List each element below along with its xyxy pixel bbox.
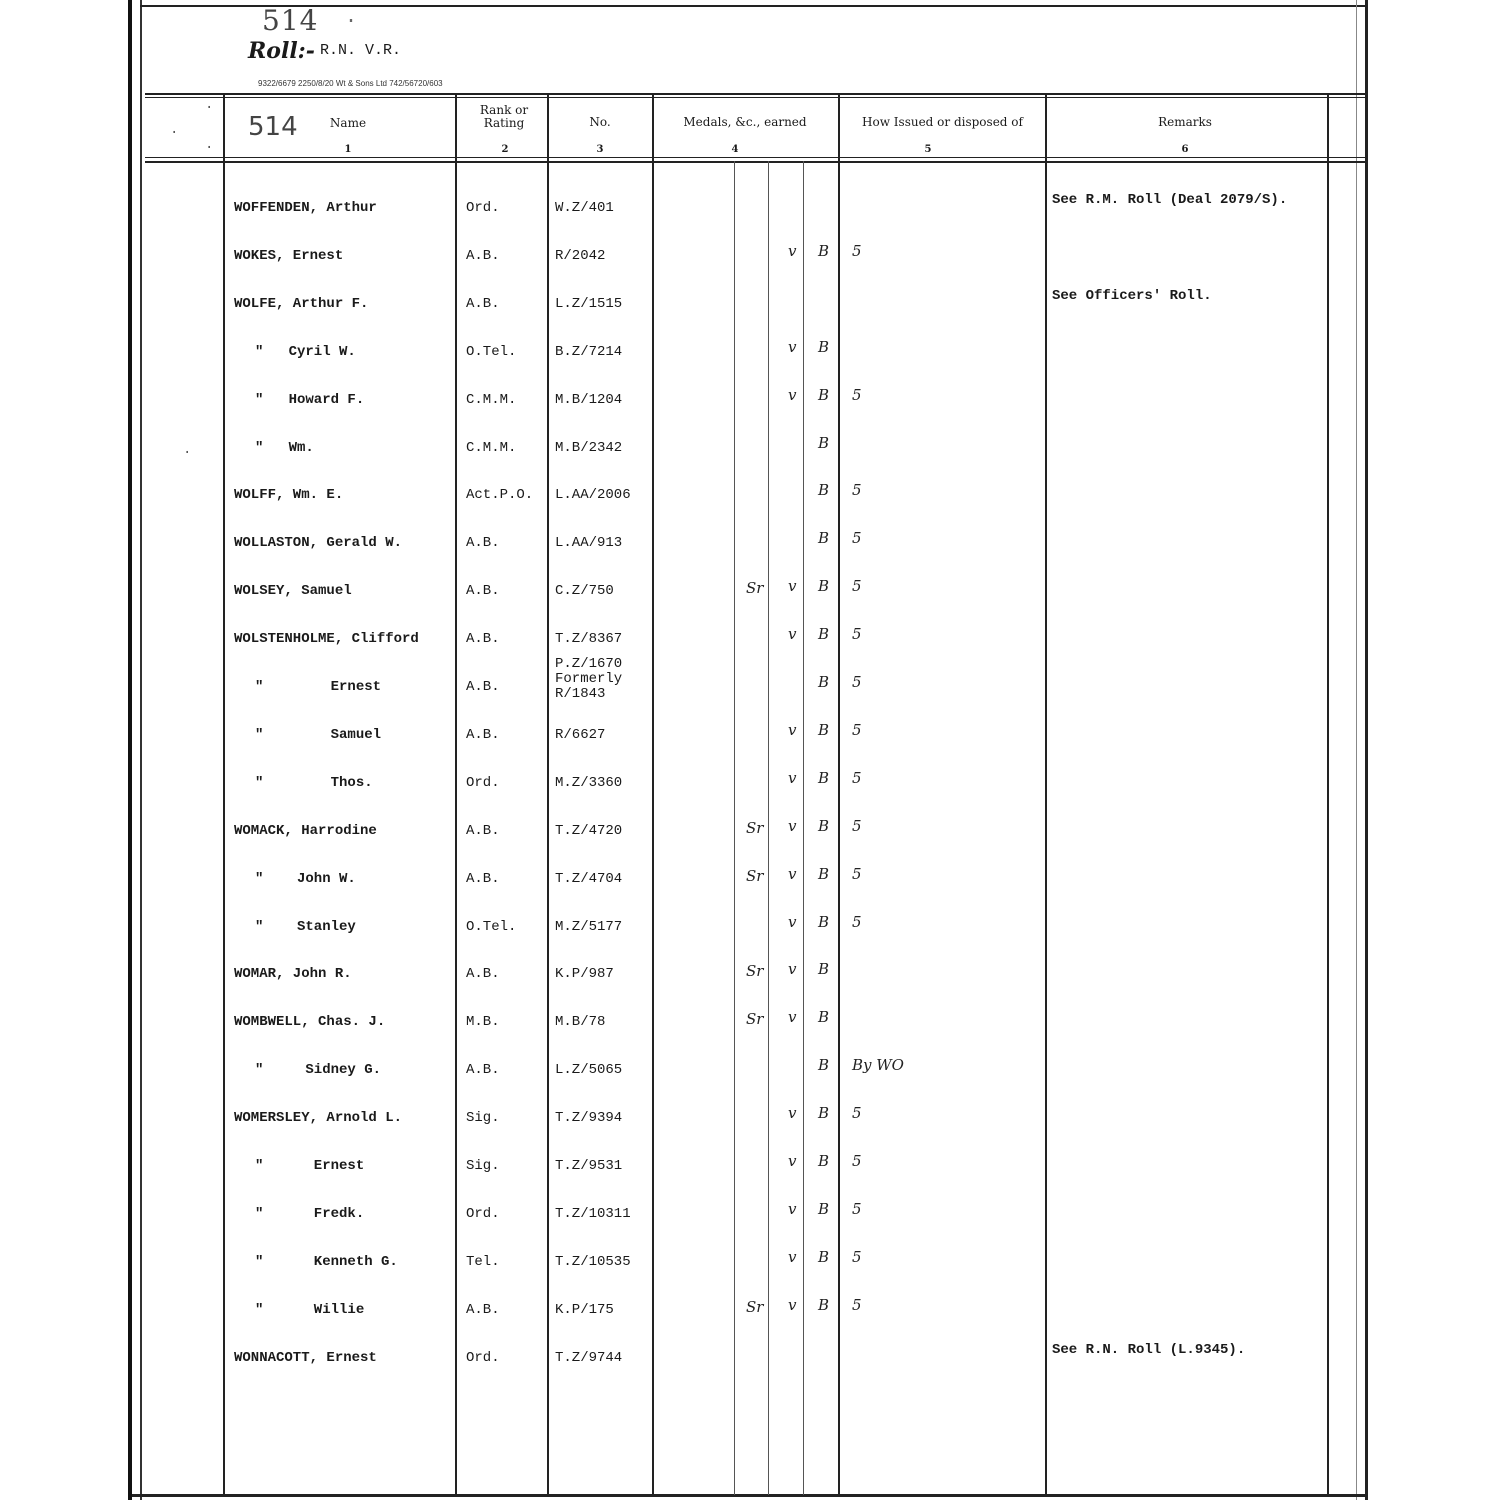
medal-b-mark: B: [818, 481, 830, 499]
medal-b-mark: B: [818, 721, 830, 739]
medal-tick-mark: v: [788, 577, 797, 595]
roll-rank: A.B.: [466, 631, 500, 647]
roll-rank: O.Tel.: [466, 344, 517, 360]
roll-name: WOFFENDEN, Arthur: [234, 200, 377, 216]
medal-b-mark: B: [818, 1056, 830, 1074]
medal-b-mark: B: [818, 1152, 830, 1170]
medal-tick-mark: v: [788, 242, 797, 260]
roll-name: WOLLASTON, Gerald W.: [234, 535, 403, 551]
medal-b-mark: B: [818, 1008, 830, 1026]
roll-rank: Tel.: [466, 1254, 500, 1270]
medal-b-mark: B: [818, 1104, 830, 1122]
roll-number: R/6627: [555, 727, 606, 743]
header-bottom-line-2: [145, 161, 1365, 163]
issued-mark: 5: [852, 817, 862, 835]
issued-mark: 5: [852, 481, 862, 499]
roll-name: WOLSTENHOLME, Clifford: [234, 631, 419, 647]
roll-number: T.Z/9394: [555, 1110, 623, 1126]
medal-tick-mark: v: [788, 817, 797, 835]
medal-tick-mark: v: [788, 1104, 797, 1122]
table-row: [0, 577, 1500, 613]
medal-b-mark: B: [818, 386, 830, 404]
roll-name: " Kenneth G.: [255, 1254, 398, 1270]
issued-mark: 5: [852, 1248, 862, 1266]
roll-name: " Fredk.: [255, 1206, 365, 1222]
issued-mark: 5: [852, 721, 862, 739]
medal-b-mark: B: [818, 960, 830, 978]
roll-rank: C.M.M.: [466, 392, 517, 408]
roll-rank: Ord.: [466, 1206, 500, 1222]
roll-number: M.Z/5177: [555, 919, 623, 935]
table-row: [0, 656, 1500, 709]
roll-name: " Cyril W.: [255, 344, 356, 360]
margin-dot: ·: [183, 445, 192, 461]
medal-tick-mark: v: [788, 865, 797, 883]
col-num-1: 1: [344, 144, 352, 155]
table-row: [0, 434, 1500, 470]
roll-rank: A.B.: [466, 679, 500, 695]
roll-rank: A.B.: [466, 727, 500, 743]
medal-b-mark: B: [818, 529, 830, 547]
medal-b-mark: B: [818, 1248, 830, 1266]
roll-number: T.Z/9531: [555, 1158, 623, 1174]
roll-name: WONNACOTT, Ernest: [234, 1350, 377, 1366]
medal-star-mark: Sr: [746, 579, 764, 597]
roll-rank: O.Tel.: [466, 919, 517, 935]
roll-number: P.Z/1670 Formerly R/1843: [555, 656, 623, 702]
table-row: [0, 1008, 1500, 1044]
table-row: [0, 960, 1500, 996]
medal-b-mark: B: [818, 817, 830, 835]
page-number-mark: ·: [345, 10, 358, 33]
roll-number: K.P/987: [555, 966, 614, 982]
medal-star-mark: Sr: [746, 1010, 764, 1028]
table-row: [0, 386, 1500, 422]
table-row: [0, 529, 1500, 565]
medal-b-mark: B: [818, 242, 830, 260]
medal-tick-mark: v: [788, 1008, 797, 1026]
medal-star-mark: Sr: [746, 962, 764, 980]
issued-mark: 5: [852, 577, 862, 595]
medal-b-mark: B: [818, 625, 830, 643]
roll-rank: A.B.: [466, 871, 500, 887]
roll-name: " Thos.: [255, 775, 373, 791]
medal-star-mark: Sr: [746, 867, 764, 885]
page-bottom-edge: [132, 1494, 1368, 1497]
roll-number: T.Z/9744: [555, 1350, 623, 1366]
roll-number: B.Z/7214: [555, 344, 623, 360]
table-row: [0, 721, 1500, 757]
issued-mark: 5: [852, 913, 862, 931]
col-header-number: No.: [589, 115, 611, 129]
roll-name: " Samuel: [255, 727, 382, 743]
col-num-6: 6: [1181, 144, 1189, 155]
roll-name: " Sidney G.: [255, 1062, 382, 1078]
roll-rank: Ord.: [466, 1350, 500, 1366]
roll-rank: Act.P.O.: [466, 487, 534, 503]
medal-b-mark: B: [818, 673, 830, 691]
col-header-issued: How Issued or disposed of: [862, 115, 1023, 129]
roll-rank: Sig.: [466, 1110, 500, 1126]
roll-name: " Howard F.: [255, 392, 365, 408]
roll-number: K.P/175: [555, 1302, 614, 1318]
medal-tick-mark: v: [788, 386, 797, 404]
col-header-name: Name: [329, 116, 367, 130]
print-code: 9322/6679 2250/8/20 Wt & Sons Ltd 742/56720/603: [258, 79, 443, 88]
medal-star-mark: Sr: [746, 819, 764, 837]
roll-rank: Ord.: [466, 775, 500, 791]
margin-dot: ·: [205, 140, 214, 156]
roll-number: L.AA/2006: [555, 487, 631, 503]
issued-mark: 5: [852, 1104, 862, 1122]
col-header-remarks: Remarks: [1158, 115, 1212, 129]
roll-name: " John W.: [255, 871, 356, 887]
issued-mark: 5: [852, 1296, 862, 1314]
roll-number: C.Z/750: [555, 583, 614, 599]
table-row: [0, 625, 1500, 661]
roll-rank: A.B.: [466, 535, 500, 551]
table-row: [0, 1152, 1500, 1188]
medal-b-mark: B: [818, 1296, 830, 1314]
margin-dot: ·: [170, 125, 179, 141]
medal-tick-mark: v: [788, 1200, 797, 1218]
table-row: [0, 1248, 1500, 1284]
col-header-medals: Medals, &c., earned: [683, 115, 807, 129]
medal-b-mark: B: [818, 769, 830, 787]
medal-tick-mark: v: [788, 338, 797, 356]
medal-tick-mark: v: [788, 913, 797, 931]
issued-mark: 5: [852, 769, 862, 787]
issued-mark: 5: [852, 625, 862, 643]
roll-number: T.Z/10311: [555, 1206, 631, 1222]
margin-dot: ·: [205, 100, 214, 116]
medal-tick-mark: v: [788, 625, 797, 643]
table-row: [0, 817, 1500, 853]
col-num-3: 3: [596, 144, 604, 155]
medal-tick-mark: v: [788, 769, 797, 787]
roll-number: T.Z/4720: [555, 823, 623, 839]
roll-rank: A.B.: [466, 1062, 500, 1078]
medal-b-mark: B: [818, 1200, 830, 1218]
table-row: [0, 913, 1500, 949]
roll-number: M.Z/3360: [555, 775, 623, 791]
medal-b-mark: B: [818, 434, 830, 452]
issued-mark: By WO: [852, 1056, 904, 1074]
issued-mark: 5: [852, 673, 862, 691]
table-row: [0, 192, 1500, 230]
roll-number: M.B/2342: [555, 440, 623, 456]
table-row: [0, 1296, 1500, 1332]
sheet-top-edge: [140, 5, 1368, 7]
col-num-2: 2: [501, 144, 509, 155]
roll-name: WOKES, Ernest: [234, 248, 344, 264]
roll-number: L.Z/1515: [555, 296, 623, 312]
medal-tick-mark: v: [788, 960, 797, 978]
medal-b-mark: B: [818, 338, 830, 356]
table-row: [0, 769, 1500, 805]
roll-rank: M.B.: [466, 1014, 500, 1030]
roll-number: T.Z/8367: [555, 631, 623, 647]
table-row: [0, 1104, 1500, 1140]
roll-rank: A.B.: [466, 1302, 500, 1318]
issued-mark: 5: [852, 529, 862, 547]
col-num-4: 4: [731, 144, 739, 155]
roll-name: " Stanley: [255, 919, 356, 935]
roll-rank: A.B.: [466, 823, 500, 839]
roll-number: R/2042: [555, 248, 606, 264]
roll-value: R.N. V.R.: [320, 42, 402, 59]
table-row: [0, 338, 1500, 374]
medal-b-mark: B: [818, 577, 830, 595]
roll-name: " Wm.: [255, 440, 314, 456]
medal-b-mark: B: [818, 865, 830, 883]
roll-name: WOLFF, Wm. E.: [234, 487, 344, 503]
roll-rank: A.B.: [466, 583, 500, 599]
roll-number: M.B/78: [555, 1014, 606, 1030]
roll-name: WOLFE, Arthur F.: [234, 296, 369, 312]
roll-name: " Ernest: [255, 1158, 365, 1174]
medal-b-mark: B: [818, 913, 830, 931]
col-num-5: 5: [924, 144, 932, 155]
roll-name: WOMAR, John R.: [234, 966, 352, 982]
roll-name: WOLSEY, Samuel: [234, 583, 352, 599]
table-row: [0, 288, 1500, 326]
medal-tick-mark: v: [788, 1296, 797, 1314]
table-row: [0, 242, 1500, 278]
col-header-rank: Rank or Rating: [479, 103, 529, 130]
medal-star-mark: Sr: [746, 1298, 764, 1316]
issued-mark: 5: [852, 1200, 862, 1218]
roll-number: W.Z/401: [555, 200, 614, 216]
page-number: 514: [262, 4, 319, 37]
roll-name: WOMACK, Harrodine: [234, 823, 377, 839]
table-top-line: [145, 93, 1365, 95]
medal-tick-mark: v: [788, 1248, 797, 1266]
header-bottom-line: [145, 157, 1365, 158]
table-row: [0, 865, 1500, 901]
table-row: [0, 1342, 1500, 1380]
issued-mark: 5: [852, 1152, 862, 1170]
roll-rank: A.B.: [466, 966, 500, 982]
roll-name: " Willie: [255, 1302, 365, 1318]
table-row: [0, 1056, 1500, 1092]
roll-rank: A.B.: [466, 248, 500, 264]
roll-rank: C.M.M.: [466, 440, 517, 456]
table-row: [0, 481, 1500, 517]
issued-mark: 5: [852, 386, 862, 404]
roll-number: L.AA/913: [555, 535, 623, 551]
roll-remark: See R.N. Roll (L.9345).: [1052, 1342, 1246, 1358]
roll-remark: See Officers' Roll.: [1052, 288, 1212, 304]
roll-remark: See R.M. Roll (Deal 2079/S).: [1052, 192, 1288, 208]
roll-rank: Ord.: [466, 200, 500, 216]
roll-number: M.B/1204: [555, 392, 623, 408]
roll-name: " Ernest: [255, 679, 382, 695]
roll-rank: A.B.: [466, 296, 500, 312]
table-top-line-2: [145, 97, 1365, 98]
medal-tick-mark: v: [788, 1152, 797, 1170]
header-page-number: 514: [248, 112, 298, 142]
medal-tick-mark: v: [788, 721, 797, 739]
roll-number: L.Z/5065: [555, 1062, 623, 1078]
roll-rank: Sig.: [466, 1158, 500, 1174]
roll-label: Roll:-: [248, 38, 315, 64]
table-row: [0, 1200, 1500, 1236]
roll-name: WOMERSLEY, Arnold L.: [234, 1110, 403, 1126]
roll-number: T.Z/10535: [555, 1254, 631, 1270]
issued-mark: 5: [852, 865, 862, 883]
roll-number: T.Z/4704: [555, 871, 623, 887]
issued-mark: 5: [852, 242, 862, 260]
roll-name: WOMBWELL, Chas. J.: [234, 1014, 386, 1030]
